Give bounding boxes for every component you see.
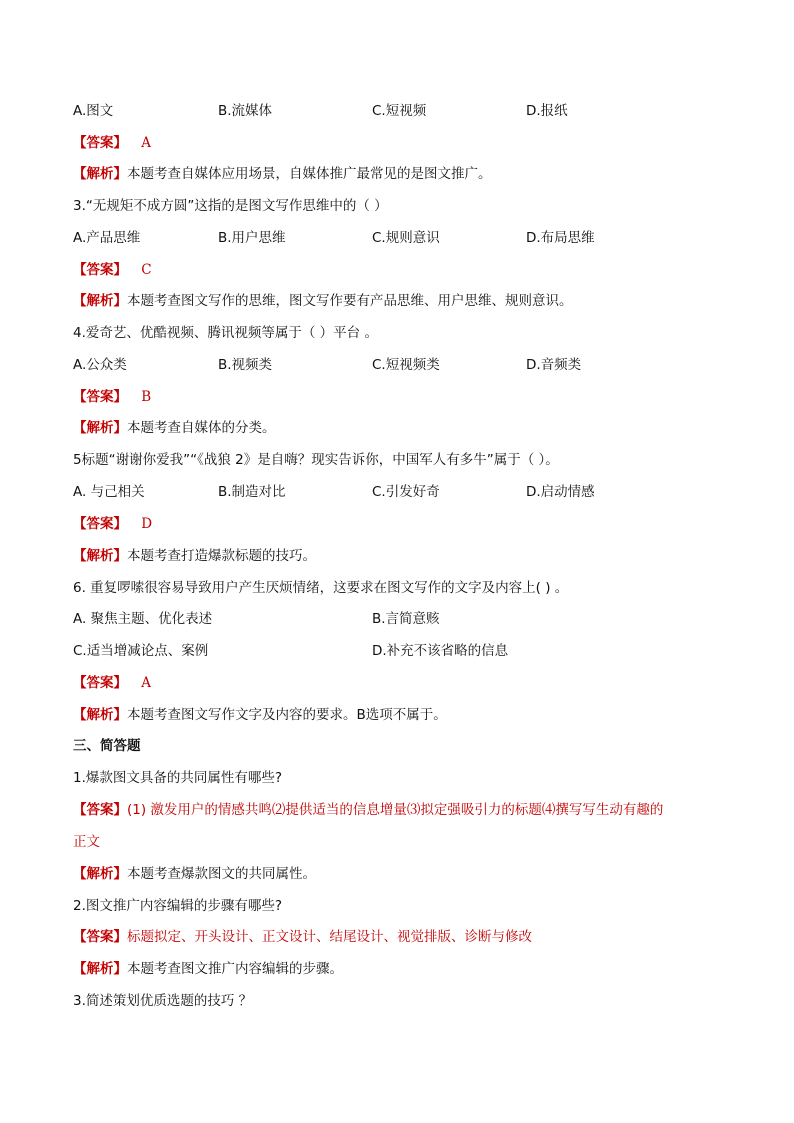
answer-label: 【答案】 bbox=[73, 516, 127, 532]
option-a: A.图文 bbox=[73, 103, 114, 119]
s1-answer-cont: 正文 bbox=[73, 834, 100, 850]
analysis-label: 【解析】 bbox=[73, 293, 127, 309]
analysis-label: 【解析】 bbox=[73, 548, 127, 564]
analysis-text: 本题考查爆款图文的共同属性。 bbox=[127, 866, 316, 882]
option-c: C.引发好奇 bbox=[372, 484, 440, 500]
q4-analysis bbox=[73, 418, 276, 438]
option-b: B.制造对比 bbox=[218, 484, 286, 500]
s2-analysis bbox=[73, 959, 343, 979]
answer-value: B bbox=[141, 389, 152, 405]
answer-text: (1) 激发用户的情感共鸣⑵提供适当的信息增量⑶拟定强吸引力的标题⑷撰写写生动有趣的 bbox=[127, 802, 664, 818]
option-d: D.补充不该省略的信息 bbox=[372, 643, 509, 659]
analysis-text: 本题考查图文写作文字及内容的要求。B选项不属于。 bbox=[127, 707, 447, 723]
analysis-label: 【解析】 bbox=[73, 166, 127, 182]
option-d: D.音频类 bbox=[526, 357, 582, 373]
answer-value: D bbox=[141, 516, 153, 532]
s2-answer bbox=[73, 927, 532, 947]
answer-label: 【答案】 bbox=[73, 929, 127, 945]
option-b: B.言简意赅 bbox=[372, 611, 440, 627]
analysis-text: 本题考查图文推广内容编辑的步骤。 bbox=[127, 961, 343, 977]
analysis-label: 【解析】 bbox=[73, 707, 127, 723]
option-d: D.报纸 bbox=[526, 103, 568, 119]
q3-analysis bbox=[73, 291, 573, 311]
answer-value: C bbox=[141, 262, 152, 278]
answer-label: 【答案】 bbox=[73, 262, 127, 278]
option-d: D.启动情感 bbox=[526, 484, 595, 500]
answer-text: 标题拟定、开头设计、正文设计、结尾设计、视觉排版、诊断与修改 bbox=[127, 929, 532, 945]
option-b: B.用户思维 bbox=[218, 230, 286, 246]
option-a: A.公众类 bbox=[73, 357, 127, 373]
q6-stem: 6. 重复啰嗦很容易导致用户产生厌烦情绪，这要求在图文写作的文字及内容上( ) 。 bbox=[73, 580, 569, 596]
analysis-text: 本题考查图文写作的思维，图文写作要有产品思维、用户思维、规则意识。 bbox=[127, 293, 573, 309]
q5-stem: 5标题“谢谢你爱我”“《战狼 2》是自嗨？现实告诉你，中国军人有多牛”属于（ ）。 bbox=[73, 452, 559, 468]
option-c: C.适当增减论点、案例 bbox=[73, 643, 209, 659]
option-a: A. 与己相关 bbox=[73, 484, 145, 500]
option-b: B.流媒体 bbox=[218, 103, 273, 119]
analysis-text: 本题考查自媒体应用场景，自媒体推广最常见的是图文推广。 bbox=[127, 166, 492, 182]
q6-answer bbox=[73, 673, 151, 693]
analysis-label: 【解析】 bbox=[73, 420, 127, 436]
answer-label: 【答案】 bbox=[73, 675, 127, 691]
q4-answer bbox=[73, 387, 151, 407]
q4-stem: 4.爱奇艺、优酷视频、腾讯视频等属于（ ）平台 。 bbox=[73, 325, 378, 341]
answer-value: A bbox=[141, 675, 152, 691]
q3-stem: 3.“无规矩不成方圆”这指的是图文写作思维中的（ ） bbox=[73, 198, 388, 214]
answer-label: 【答案】 bbox=[73, 802, 127, 818]
analysis-label: 【解析】 bbox=[73, 866, 127, 882]
option-a: A. 聚焦主题、优化表述 bbox=[73, 611, 213, 627]
option-a: A.产品思维 bbox=[73, 230, 141, 246]
option-c: C.规则意识 bbox=[372, 230, 440, 246]
q3-answer bbox=[73, 260, 152, 280]
q5-answer bbox=[73, 514, 152, 534]
option-d: D.布局思维 bbox=[526, 230, 595, 246]
analysis-text: 本题考查打造爆款标题的技巧。 bbox=[127, 548, 316, 564]
answer-label: 【答案】 bbox=[73, 389, 127, 405]
s1-stem: 1.爆款图文具备的共同属性有哪些? bbox=[73, 770, 283, 786]
answer-value: A bbox=[141, 135, 152, 151]
answer-label: 【答案】 bbox=[73, 135, 127, 151]
q1-answer bbox=[73, 133, 151, 153]
s2-stem: 2.图文推广内容编辑的步骤有哪些? bbox=[73, 898, 283, 914]
analysis-text: 本题考查自媒体的分类。 bbox=[127, 420, 276, 436]
q5-analysis bbox=[73, 546, 316, 566]
section-title: 三、简答题 bbox=[73, 738, 141, 754]
option-c: C.短视频类 bbox=[372, 357, 440, 373]
q6-analysis bbox=[73, 705, 447, 725]
s3-stem: 3.简述策划优质选题的技巧 ？ bbox=[73, 993, 253, 1009]
analysis-label: 【解析】 bbox=[73, 961, 127, 977]
s1-answer bbox=[73, 800, 663, 820]
option-c: C.短视频 bbox=[372, 103, 427, 119]
option-b: B.视频类 bbox=[218, 357, 273, 373]
q1-analysis bbox=[73, 164, 492, 184]
s1-analysis bbox=[73, 864, 316, 884]
